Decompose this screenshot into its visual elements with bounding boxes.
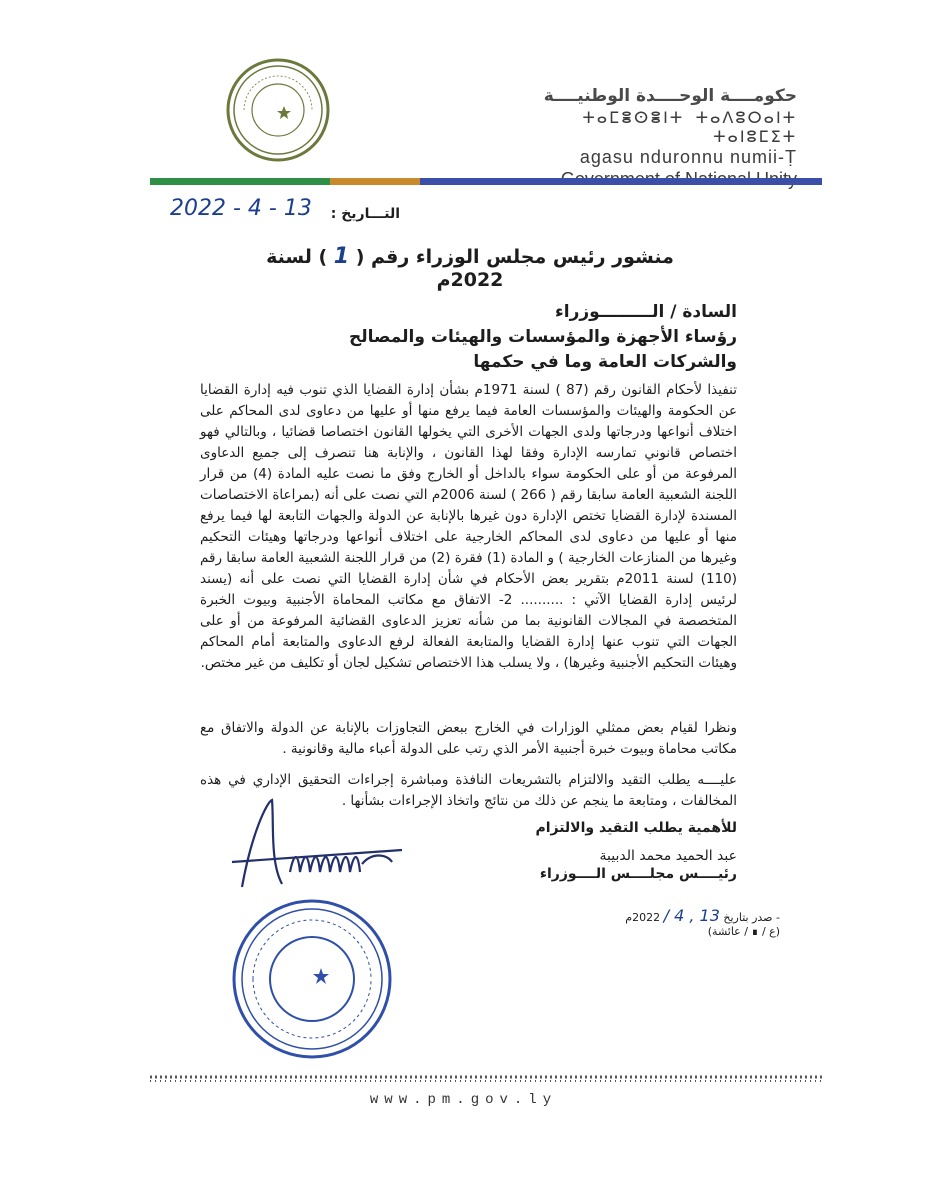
addressee-block <box>317 300 737 375</box>
header-color-stripe <box>150 170 822 177</box>
signatory-title: رئيــــس مجلــــس الــــوزراء <box>539 866 737 882</box>
body-paragraph-1: تنفيذا لأحكام القانون رقم (87 ) لسنة 1971م بشأن إدارة القضايا الذي تنوب فيه إدارة القضايا عن الحكومة والهيئات والمؤسسات العامة فيما يرفع منها أو عليها من دعاوى لدى المحاكم على اختلاف أنواعها ودرجاتها ولدى الجهات الأخرى التي يخولها القانون اختصاصا قضائيا ، وبالتالي فهو اختصاص قانوني تمارسه الإدارة وفقا لهذا القانون ، والإنابة هنا تنصرف إلى جميع الدعاوى المرفوعة من أو على الحكومة سواء بالداخل أو الخارج وفق ما نصت عليه المادة (4) من قرار اللجنة الشعبية العامة سابقا رقم ( 266 ) لسنة 2006م التي نصت على أنه (بمراعاة الاختصاصات المسندة لإدارة القضايا تختص الإدارة دون غيرها بالإنابة عن الدولة والجهات التابعة لها فيما يرفع منها أو عليها من دعاوى لدى المحاكم الخارجية على اختلاف أنواعها ودرجاتها وهيئات التحكيم وغيرها من المنازعات الخارجية ) و المادة (1) فقرة (2) من قرار اللجنة الشعبية العامة سابقا رقم (110) لسنة 2011م بتقرير بعض الأحكام في شأن إدارة القضايا التي نصت على أنه (يسند لرئيس إدارة القضايا الآتي : .......... 2- الاتفاق مع مكاتب المحاماة الأجنبية وبيوت الخبرة المتخصصة في المجالات القانونية بما من شأنه تعزيز الدعاوى القضائية المرفوعة من أو على الجهات التي تنوب عنها إدارة القضايا والمتابعة الفعالة لرفع الدعاوى والمتابعة أمام المحاكم وهيئات التحكيم الأجنبية وغيرها) ، ولا يسلب هذا الاختصاص تشكيل لجان أو تكليف من غير مختص. <box>200 382 738 671</box>
issued-date-handwritten: 13 , 4 / <box>663 906 720 925</box>
footer-decorative-border <box>150 1074 822 1084</box>
stripe-blue <box>420 178 822 185</box>
addressee-line-3: والشركات العامة وما في حكمها <box>473 352 737 372</box>
issued-block <box>600 906 780 946</box>
government-seal-logo <box>226 58 330 162</box>
addressee-line-1: السادة / الـــــــــوزراء <box>555 302 737 322</box>
body-paragraph-3: عليــــه يطلب التقيد والالتزام بالتشريعات النافذة ومباشرة إجراءات التحقيق الإداري في هذه المخالفات ، ومتابعة ما ينجم عن ذلك من نتائج واتخاذ الإجراءات بشأنها . <box>200 772 737 809</box>
title-prefix: منشور رئيس مجلس الوزراء رقم ( <box>355 246 674 268</box>
official-stamp <box>231 898 393 1060</box>
date-label: التـــاريخ : <box>330 206 400 222</box>
stripe-green <box>150 178 330 185</box>
gov-name-latin: agasu nduronnu numii-Ṭ <box>579 147 797 167</box>
copy-reference: (ع / ∎ / عائشة) <box>707 925 780 938</box>
date-handwritten: 2022 - 4 - 13 <box>170 196 312 221</box>
signatory-name: عبد الحميد محمد الدبيبة <box>599 848 737 864</box>
issued-label: - صدر بتاريخ <box>723 911 780 924</box>
title-suffix: ) لسنة 2022م <box>266 246 504 291</box>
gov-name-tifinagh: ⵜⴰⵎⴻⵙⴻⵏⵜ ⵜⴰⴷⵓⵔⴰⵏⵜ ⵜⴰⵏⵓⵎⵉⵜ <box>582 108 797 146</box>
stripe-orange <box>330 178 420 185</box>
title-number: 1 <box>333 244 350 269</box>
gov-name-arabic: حكومــــة الوحــــدة الوطنيــــة <box>543 86 797 106</box>
date-line <box>170 196 400 230</box>
circular-title <box>260 244 680 291</box>
issued-year: 2022م <box>625 911 661 924</box>
closing-line: للأهمية يطلب التقيد والالتزام <box>535 820 737 836</box>
addressee-line-2: رؤساء الأجهزة والمؤسسات والهيئات والمصالح <box>349 327 737 347</box>
handwritten-signature <box>212 792 412 902</box>
body-paragraph-2: ونظرا لقيام بعض ممثلي الوزارات في الخارج ببعض التجاوزات بالإنابة عن الدولة والاتفاق مع مكاتب محاماة وبيوت خبرة أجنبية الأمر الذي رتب على الدولة أعباء مالية وقانونية . <box>200 720 737 757</box>
website-footer: www.pm.gov.ly <box>369 1092 558 1108</box>
